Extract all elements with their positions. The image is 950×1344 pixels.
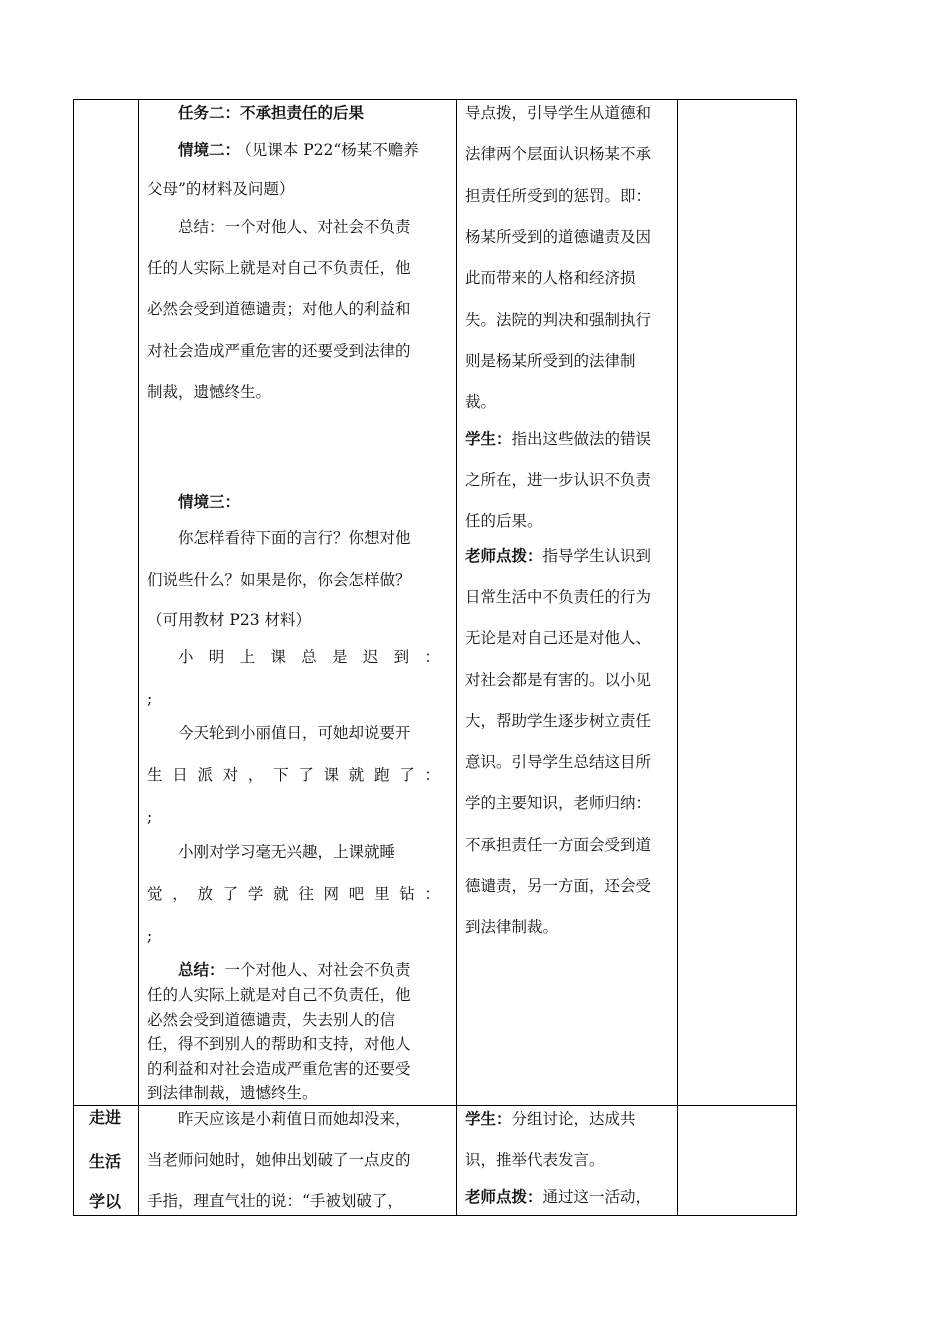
student-line-1: 学生：指出这些做法的错误	[465, 429, 652, 448]
bottom-row-line-1: 昨天应该是小莉值日而她却没来，	[178, 1110, 411, 1128]
activity-line-2: 法律两个层面认识杨某不承	[465, 145, 652, 163]
summary-1-line-1: 总结：一个对他人、对社会不负责	[178, 218, 411, 236]
table-col-divider-2	[456, 99, 457, 1216]
example-2-line-1: 今天轮到小丽值日，可她却说要开	[178, 724, 411, 742]
teacher-line-3: 无论是对自己还是对他人、	[465, 629, 652, 647]
glyph: ，	[247, 766, 264, 784]
glyph: 就	[273, 885, 289, 903]
activity-line-7: 则是杨某所受到的法律制	[465, 352, 636, 370]
glyph: 了	[222, 885, 239, 903]
bottom-teacher-label: 老师点拨：	[465, 1187, 543, 1206]
summary-2-line-4: 任，得不到别人的帮助和支持，对他人	[147, 1035, 411, 1053]
glyph: 小	[178, 648, 194, 666]
glyph: 下	[273, 766, 289, 784]
teacher-line-5: 大，帮助学生逐步树立责任	[465, 712, 652, 730]
glyph: 到	[393, 648, 410, 666]
glyph: 对	[222, 766, 239, 784]
section-label-line-1: 走进	[89, 1108, 122, 1127]
bottom-student-line-2: 识，推举代表发言。	[465, 1151, 605, 1169]
glyph: 生	[147, 766, 163, 784]
summary-2-line-5: 的利益和对社会造成严重危害的还要受	[147, 1060, 411, 1078]
example-2-line-2	[147, 765, 440, 785]
glyph: 课	[270, 648, 286, 666]
glyph: 里	[373, 885, 390, 903]
teacher-line-9: 德谴责，另一方面，还会受	[465, 877, 652, 895]
glyph: 了	[399, 766, 415, 784]
glyph: 往	[298, 885, 314, 903]
activity-line-8: 裁。	[465, 393, 497, 411]
glyph: 网	[323, 885, 340, 903]
table-col-divider-3	[677, 99, 678, 1216]
teacher-line-10: 到法律制裁。	[465, 918, 559, 936]
glyph: 是	[331, 648, 348, 666]
student-line-2: 之所在，进一步认识不负责	[465, 471, 652, 489]
teacher-line-8: 不承担责任一方面会受到道	[465, 836, 652, 854]
glyph: ：	[424, 648, 440, 666]
glyph: 了	[298, 766, 314, 784]
example-1-text	[178, 647, 440, 667]
situation-3-line-1: 你怎样看待下面的言行？你想对他	[178, 529, 411, 547]
table-row-divider	[73, 1105, 797, 1106]
glyph: 就	[348, 766, 365, 784]
situation-2-line-1	[178, 140, 419, 160]
activity-line-4: 杨某所受到的道德谴责及因	[465, 228, 652, 246]
example-3-spread	[147, 884, 440, 904]
glyph: 日	[172, 766, 188, 784]
glyph: ：	[424, 766, 440, 784]
example-3-line-1: 小刚对学习毫无兴趣，上课就睡	[178, 843, 396, 861]
glyph: 迟	[362, 648, 379, 666]
glyph: 放	[197, 885, 213, 903]
bottom-row-line-2: 当老师问她时，她伸出划破了一点皮的	[147, 1151, 411, 1169]
situation-2-label: 情境二：	[178, 140, 241, 159]
teacher-line-6: 意识。引导学生总结这目所	[465, 753, 652, 771]
glyph: 课	[323, 766, 340, 784]
glyph: 总	[301, 648, 317, 666]
bottom-student-line-1: 学生：分组讨论，达成共	[465, 1109, 636, 1128]
student-line-3: 任的后果。	[465, 512, 543, 530]
bottom-student-label: 学生：	[465, 1109, 512, 1128]
situation-3-label: 情境三：	[178, 492, 241, 511]
teacher-label: 老师点拨：	[465, 546, 543, 565]
activity-line-1: 导点拨，引导学生从道德和	[465, 104, 652, 122]
glyph: 钻	[399, 885, 415, 903]
teacher-line-7: 学的主要知识，老师归纳：	[465, 794, 652, 812]
student-label: 学生：	[465, 429, 512, 448]
summary-1-line-2: 任的人实际上就是对自己不负责任，他	[147, 259, 411, 277]
task-title: 任务二：不承担责任的后果	[178, 103, 365, 122]
summary-2-line-3: 必然会受到道德谴责，失去别人的信	[147, 1011, 396, 1029]
glyph: 跑	[373, 766, 390, 784]
situation-3-line-3: （可用教材 P23 材料）	[147, 611, 312, 629]
bottom-teacher-line-1: 老师点拨：通过这一活动，	[465, 1187, 652, 1206]
table-col-divider-1	[138, 99, 139, 1216]
glyph: 上	[239, 648, 256, 666]
situation-3-line-2: 们说些什么？如果是你，你会怎样做？	[147, 571, 411, 589]
glyph: 吧	[348, 885, 365, 903]
teacher-line-4: 对社会都是有害的。以小见	[465, 671, 652, 689]
summary-2-label: 总结：	[178, 960, 225, 979]
teacher-line-2: 日常生活中不负责任的行为	[465, 588, 652, 606]
glyph: 明	[208, 648, 225, 666]
summary-1-line-5: 制裁，遗憾终生。	[147, 383, 272, 401]
activity-line-3: 担责任所受到的惩罚。即：	[465, 187, 652, 205]
teacher-line-1: 老师点拨：指导学生认识到	[465, 546, 652, 565]
summary-1-line-4: 对社会造成严重危害的还要受到法律的	[147, 342, 411, 360]
section-label-line-2: 生活	[89, 1152, 122, 1171]
summary-2-line-1: 总结：一个对他人、对社会不负责	[178, 960, 411, 979]
section-label-line-3: 学以	[89, 1192, 122, 1211]
activity-line-6: 失。法院的判决和强制执行	[465, 311, 652, 329]
situation-2-line-2: 父母”的材料及问题）	[147, 180, 295, 198]
table-top-border	[73, 99, 797, 100]
glyph: 觉	[147, 885, 163, 903]
table-left-border	[73, 99, 74, 1216]
situation-2-text: （见课本 P22“杨某不赡养	[244, 141, 419, 159]
glyph: ，	[172, 885, 188, 903]
activity-line-5: 此而带来的人格和经济损	[465, 269, 636, 287]
example-1-tail: ;	[147, 690, 153, 708]
glyph: 派	[197, 766, 213, 784]
example-2-spread	[147, 765, 440, 785]
table-right-border	[796, 99, 797, 1216]
bottom-row-line-3: 手指，理直气壮的说：“手被划破了，	[147, 1192, 403, 1210]
example-3-tail: ;	[147, 927, 153, 945]
summary-1-line-3: 必然会受到道德谴责；对他人的利益和	[147, 300, 411, 318]
example-1-spread	[178, 647, 440, 667]
example-3-line-2	[147, 884, 440, 904]
example-2-tail: ;	[147, 808, 153, 826]
summary-2-line-6: 到法律制裁，遗憾终生。	[147, 1084, 318, 1102]
glyph: ：	[424, 885, 440, 903]
table-bottom-border	[73, 1215, 797, 1216]
glyph: 学	[247, 885, 264, 903]
summary-2-line-2: 任的人实际上就是对自己不负责任，他	[147, 986, 411, 1004]
